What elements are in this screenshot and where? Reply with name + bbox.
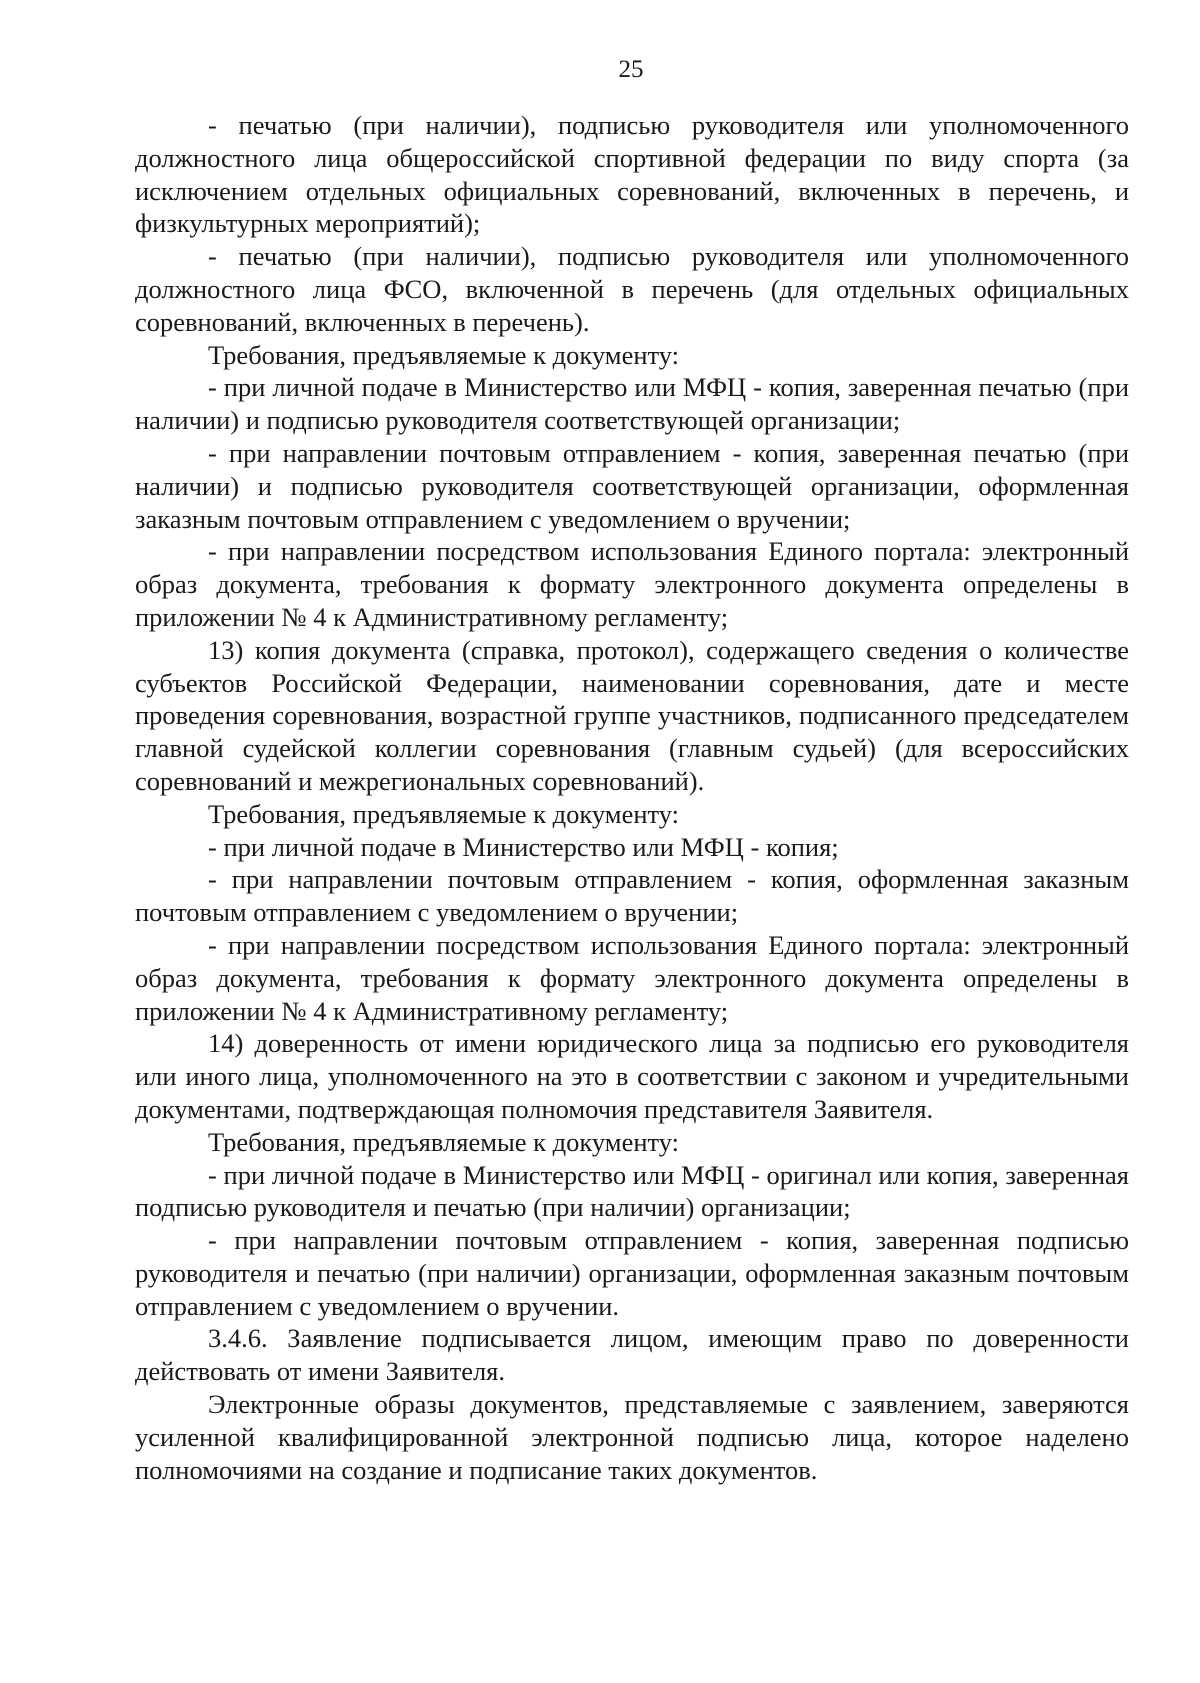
paragraph: - при направлении посредством использования Единого портала: электронный образ документа, требования к формату электронного документа определены в приложении № 4 к Административному регламенту;: [135, 929, 1129, 1026]
paragraph: - при личной подаче в Министерство или МФЦ - копия, заверенная печатью (при наличии) и подписью руководителя соответствующей организации;: [135, 372, 1129, 436]
paragraph: - при личной подаче в Министерство или МФЦ - копия;: [208, 831, 839, 862]
paragraph: Требования, предъявляемые к документу:: [208, 798, 680, 829]
paragraph: - печатью (при наличии), подписью руководителя или уполномоченного должностного лица ФСО, включенной в перечень (для отдельных официальных соревнований, включенных в перечень).: [135, 241, 1129, 337]
page-number: 25: [618, 56, 644, 83]
paragraph: Электронные образы документов, представляемые с заявлением, заверяются усиленной квалифицированной электронной подписью лица, которое наделено полномочиями на создание и подписание таких документов.: [135, 1389, 1129, 1485]
paragraph: - при личной подаче в Министерство или МФЦ - оригинал или копия, заверенная подписью руководителя и печатью (при наличии) организации;: [135, 1159, 1129, 1223]
paragraph: 14) доверенность от имени юридического лица за подписью его руководителя или иного лица, уполномоченного на это в соответствии с законом и учредительными документами, подтверждающая полномочия представителя Заявителя.: [135, 1028, 1129, 1124]
paragraph: 13) копия документа (справка, протокол), содержащего сведения о количестве субъектов Российской Федерации, наименовании соревнования, дате и месте проведения соревнования, возрастной группе участников, подписанного председателем главной судейской коллегии соревнования (главным судьей) (для всероссийских соревнований и межрегиональных соревнований).: [135, 634, 1129, 796]
paragraph: 3.4.6. Заявление подписывается лицом, имеющим право по доверенности действовать от имени Заявителя.: [135, 1323, 1129, 1387]
document-body: [135, 109, 1129, 1486]
paragraph: - при направлении посредством использования Единого портала: электронный образ документа, требования к формату электронного документа определены в приложении № 4 к Административному регламенту;: [135, 536, 1129, 632]
paragraph: - при направлении почтовым отправлением - копия, заверенная печатью (при наличии) и подписью руководителя соответствующей организации, оформленная заказным почтовым отправлением с уведомлением о вручении;: [135, 437, 1129, 534]
paragraph: - печатью (при наличии), подписью руководителя или уполномоченного должностного лица общероссийской спортивной федерации по виду спорта (за исключением отдельных официальных соревнований, включенных в перечень, и физкультурных мероприятий);: [135, 110, 1129, 239]
paragraph: - при направлении почтовым отправлением - копия, заверенная подписью руководителя и печатью (при наличии) организации, оформленная заказным почтовым отправлением с уведомлением о вручении.: [135, 1225, 1129, 1321]
paragraph: Требования, предъявляемые к документу:: [208, 339, 680, 370]
paragraph: Требования, предъявляемые к документу:: [208, 1126, 680, 1157]
paragraph: - при направлении почтовым отправлением - копия, оформленная заказным почтовым отправлением с уведомлением о вручении;: [135, 864, 1129, 928]
